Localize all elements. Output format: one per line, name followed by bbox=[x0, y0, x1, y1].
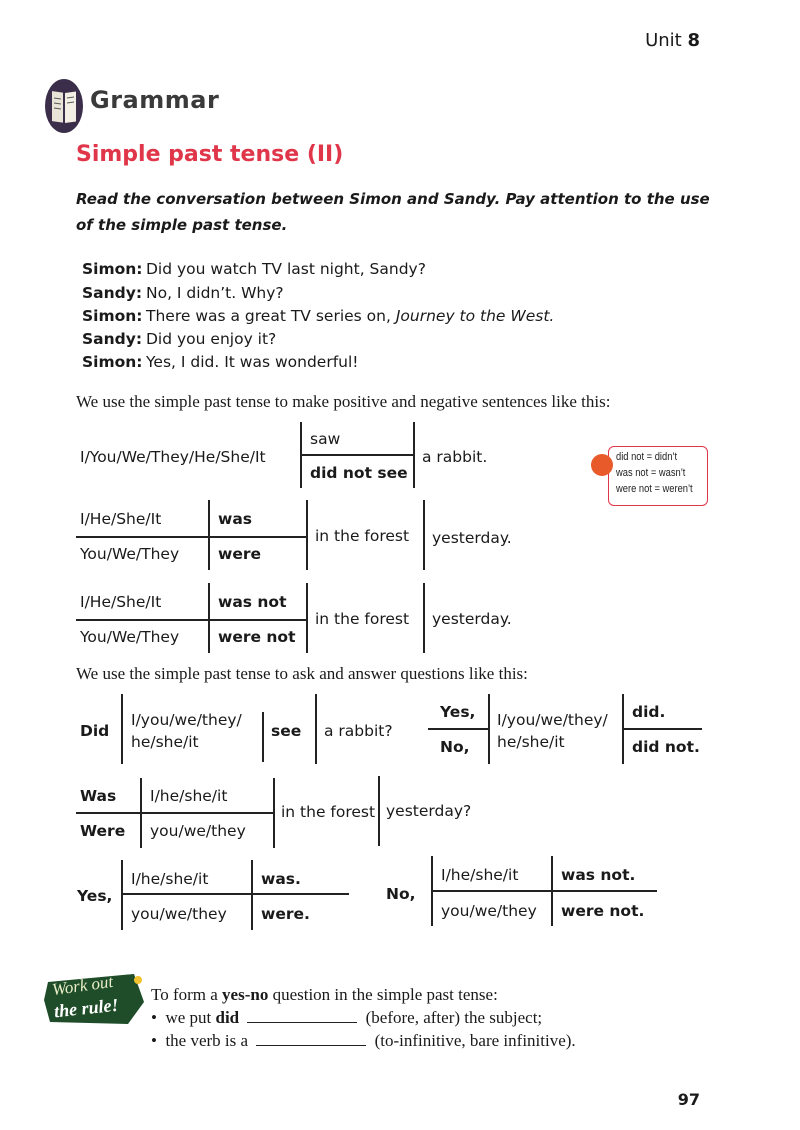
conversation-line: Simon: There was a great TV series on, Journey to the West. bbox=[82, 307, 555, 325]
subject-cell: I/he/she/it bbox=[441, 866, 519, 884]
unit-label: Unit 8 bbox=[645, 30, 700, 51]
bullet-icon: • bbox=[151, 1008, 157, 1027]
rule-bullet: • we put did (before, after) the subject; bbox=[151, 1008, 543, 1027]
verb-cell: were not bbox=[218, 628, 296, 646]
note-line: did not = didn’t bbox=[616, 451, 678, 463]
intro-questions-text: We use the simple past tense to ask and answer questions like this: bbox=[76, 664, 528, 683]
subject-cell: I/he/she/it bbox=[131, 870, 209, 888]
section-title: Grammar bbox=[90, 86, 220, 114]
place-cell: in the forest bbox=[315, 610, 410, 628]
object-cell: a rabbit? bbox=[324, 722, 393, 740]
time-cell: yesterday? bbox=[386, 802, 472, 820]
subject-cell: I/He/She/It bbox=[80, 510, 162, 528]
info-icon bbox=[591, 454, 613, 476]
verb-cell: was. bbox=[261, 870, 301, 888]
rule-intro: To form a yes-no question in the simple past tense: bbox=[151, 985, 498, 1004]
time-cell: yesterday. bbox=[432, 610, 512, 628]
subject-cell: I/he/she/it bbox=[150, 787, 228, 805]
time-cell: yesterday. bbox=[432, 529, 512, 547]
note-line: were not = weren’t bbox=[616, 483, 693, 495]
book-icon bbox=[44, 78, 84, 134]
verb-cell: saw bbox=[310, 430, 341, 448]
answer-no: No, bbox=[386, 885, 416, 903]
verb-cell: were. bbox=[261, 905, 310, 923]
conversation-line: Sandy: Did you enjoy it? bbox=[82, 330, 277, 348]
verb-cell: see bbox=[271, 722, 302, 740]
subject-cell: I/He/She/It bbox=[80, 593, 162, 611]
subject-cell: he/she/it bbox=[497, 733, 565, 751]
answer-cell: did not. bbox=[632, 738, 700, 756]
blank-field[interactable] bbox=[256, 1045, 366, 1046]
blank-field[interactable] bbox=[247, 1022, 357, 1023]
conversation-line: Sandy: No, I didn’t. Why? bbox=[82, 284, 284, 302]
unit-number: 8 bbox=[687, 30, 700, 51]
subject-cell: You/We/They bbox=[80, 628, 180, 646]
answer-yes: Yes, bbox=[77, 887, 113, 905]
section-subtitle: Simple past tense (II) bbox=[76, 142, 344, 167]
work-out-rule-badge bbox=[44, 972, 146, 1026]
subject-cell: You/We/They bbox=[80, 545, 180, 563]
verb-cell: were not. bbox=[561, 902, 645, 920]
answer-yes: Yes, bbox=[440, 703, 476, 721]
instruction-text: Read the conversation between Simon and Sandy. Pay attention to the use of the simple past tense. bbox=[76, 190, 710, 234]
subject-cell: you/we/they bbox=[441, 902, 537, 920]
intro-positive-text: We use the simple past tense to make positive and negative sentences like this: bbox=[76, 392, 611, 411]
answer-cell: did. bbox=[632, 703, 666, 721]
badge-line: Work out bbox=[50, 971, 115, 1000]
verb-cell: were bbox=[218, 545, 261, 563]
conversation-line: Simon: Yes, I did. It was wonderful! bbox=[82, 353, 359, 371]
place-cell: in the forest bbox=[315, 527, 410, 545]
subject-cell: he/she/it bbox=[131, 733, 199, 751]
answer-no: No, bbox=[440, 738, 470, 756]
badge-line: the rule! bbox=[53, 994, 120, 1022]
conversation-line: Simon: Did you watch TV last night, Sandy? bbox=[82, 260, 426, 278]
aux-cell: Were bbox=[80, 822, 126, 840]
verb-cell: was not bbox=[218, 593, 287, 611]
subject-cell: you/we/they bbox=[150, 822, 246, 840]
object-cell: a rabbit. bbox=[422, 448, 488, 466]
subject-cell: I/you/we/they/ bbox=[497, 711, 608, 729]
subject-cell: you/we/they bbox=[131, 905, 227, 923]
place-cell: in the forest bbox=[281, 803, 376, 821]
subject-cell: I/You/We/They/He/She/It bbox=[80, 448, 266, 466]
rule-bullet: • the verb is a (to-infinitive, bare infinitive). bbox=[151, 1031, 576, 1050]
page-number: 97 bbox=[677, 1090, 700, 1109]
verb-cell: was bbox=[218, 510, 253, 528]
verb-cell: was not. bbox=[561, 866, 636, 884]
aux-cell: Did bbox=[80, 722, 110, 740]
note-line: was not = wasn’t bbox=[616, 467, 686, 479]
bullet-icon: • bbox=[151, 1031, 157, 1050]
aux-cell: Was bbox=[80, 787, 117, 805]
verb-cell: did not see bbox=[310, 464, 408, 482]
subject-cell: I/you/we/they/ bbox=[131, 711, 242, 729]
